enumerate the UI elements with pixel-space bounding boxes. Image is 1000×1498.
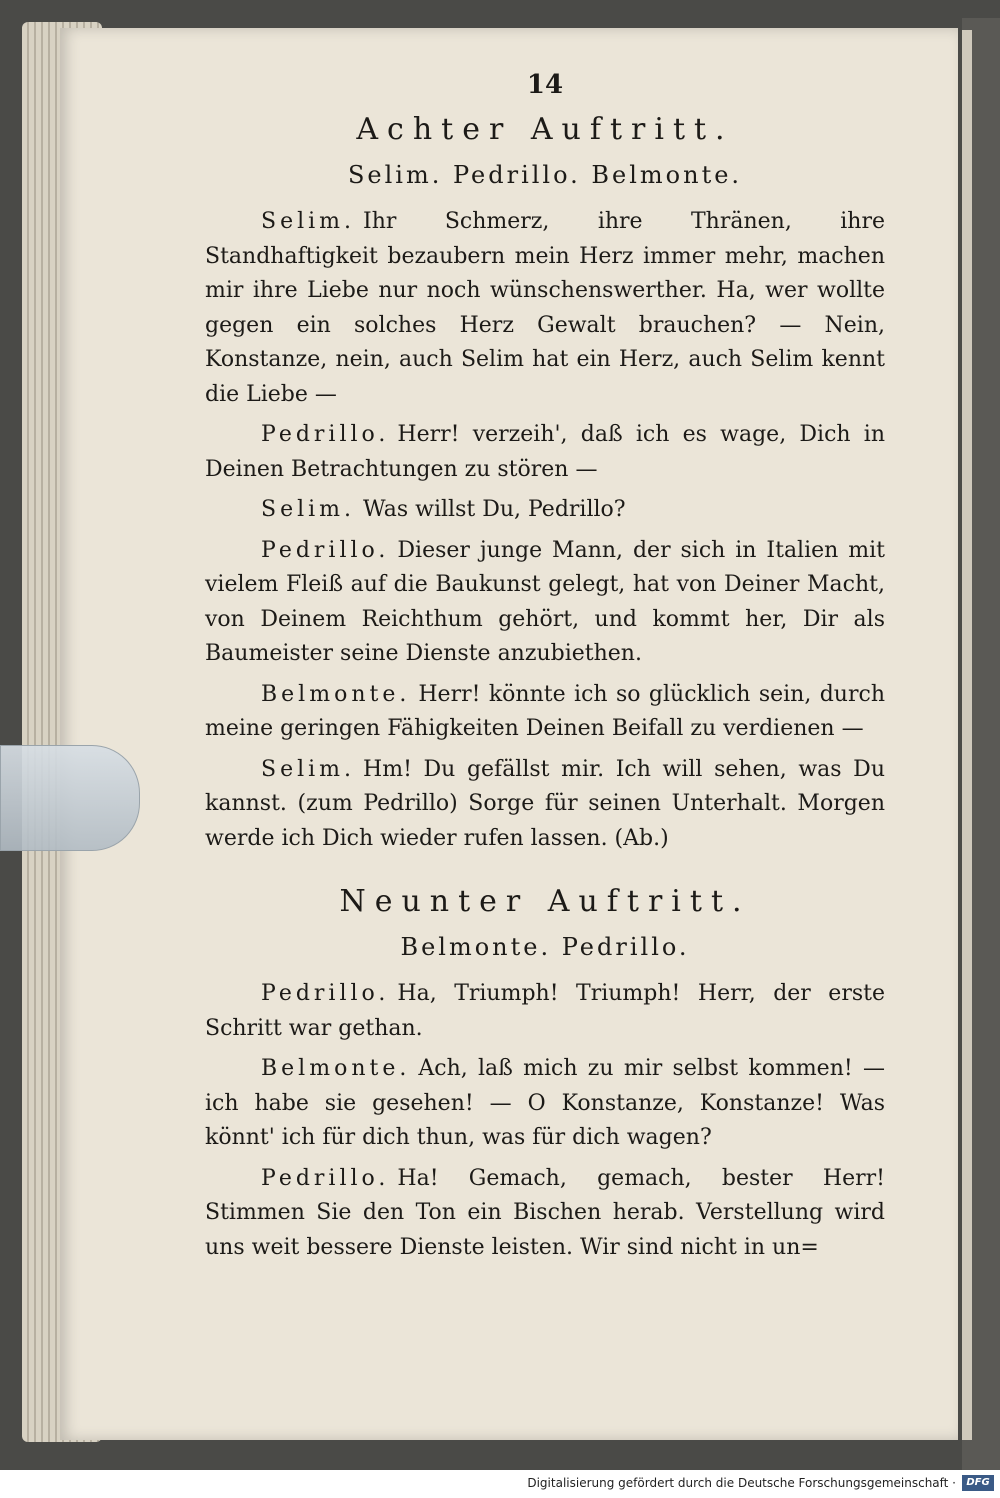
speaker: Selim. — [261, 209, 356, 234]
speech-text: Herr! könnte ich so glücklich sein, durch meine geringen Fähigkeiten Deinen Beifall zu verdienen — — [205, 681, 885, 741]
spacer — [205, 862, 885, 884]
speech — [205, 493, 885, 528]
speech-text: Was willst Du, Pedrillo? — [363, 497, 626, 522]
scene-cast: Belmonte. Pedrillo. — [400, 933, 690, 961]
speaker: Pedrillo. — [261, 981, 390, 1006]
speaker: Pedrillo. — [261, 422, 390, 447]
page-text — [205, 70, 885, 1271]
speech — [205, 753, 885, 857]
facing-page-edge-light — [962, 30, 972, 1440]
page-clip — [0, 745, 140, 851]
speech — [205, 205, 885, 412]
speech-text: Herr! verzeih', daß ich es wage, Dich in Deinen Betrachtungen zu stören — — [205, 422, 885, 482]
speaker: Pedrillo. — [261, 537, 390, 563]
speaker: Belmonte. — [261, 681, 411, 707]
scene-cast: Selim. Pedrillo. Belmonte. — [347, 161, 743, 189]
speaker: Selim. — [261, 756, 356, 782]
speech-text: Dieser junge Mann, der sich in Italien mit vielem Fleiß auf die Baukunst gelegt, hat von Deiner Macht, von Deinem Reichthum gehört, und kommt her, Dir als Baumeister seine Dienste anzubiethen. — [205, 537, 885, 666]
speech-text: Ihr Schmerz, ihre Thränen, ihre Standhaftigkeit bezaubern mein Herz immer mehr, machen mir ihre Liebe nur noch wünschenswerther. Ha, wer wollte gegen ein solches Herz Gewalt brauchen? — Nein, Konstanze, nein, auch Selim hat ein Herz, auch Selim kennt die Liebe — — [205, 209, 885, 407]
scene-heading: Achter Auftritt. — [356, 112, 734, 147]
page-number: 14 — [526, 70, 564, 100]
speech-text: Ha, Triumph! Triumph! Herr, der erste Schritt war gethan. — [205, 981, 885, 1041]
speaker: Belmonte. — [261, 1056, 411, 1081]
speech-text: Hm! Du gefällst mir. Ich will sehen, was Du kannst. (zum Pedrillo) Sorge für seinen Unterhalt. Morgen werde ich Dich wieder rufen lassen. (Ab.) — [205, 756, 885, 851]
speech-text: Ach, laß mich zu mir selbst kommen! — ich habe sie gesehen! — O Konstanze, Konstanze! Was könnt' ich für dich thun, was für dich wagen? — [205, 1056, 885, 1150]
speech — [205, 1052, 885, 1156]
speech — [205, 534, 885, 672]
speaker: Pedrillo. — [261, 1165, 390, 1191]
speech — [205, 1162, 885, 1266]
scene-heading: Neunter Auftritt. — [339, 884, 751, 919]
footer — [0, 1470, 1000, 1498]
speech — [205, 418, 885, 487]
speech — [205, 977, 885, 1046]
footer-credit: Digitalisierung gefördert durch die Deutsche Forschungsgemeinschaft · — [527, 1476, 956, 1490]
speech — [205, 678, 885, 747]
dfg-logo-icon: DFG — [962, 1475, 994, 1491]
speech-text: Ha! Gemach, gemach, bester Herr! Stimmen Sie den Ton ein Bischen herab. Verstellung wird uns weit bessere Dienste leisten. Wir sind nicht in un= — [205, 1165, 885, 1260]
speaker: Selim. — [261, 497, 356, 522]
